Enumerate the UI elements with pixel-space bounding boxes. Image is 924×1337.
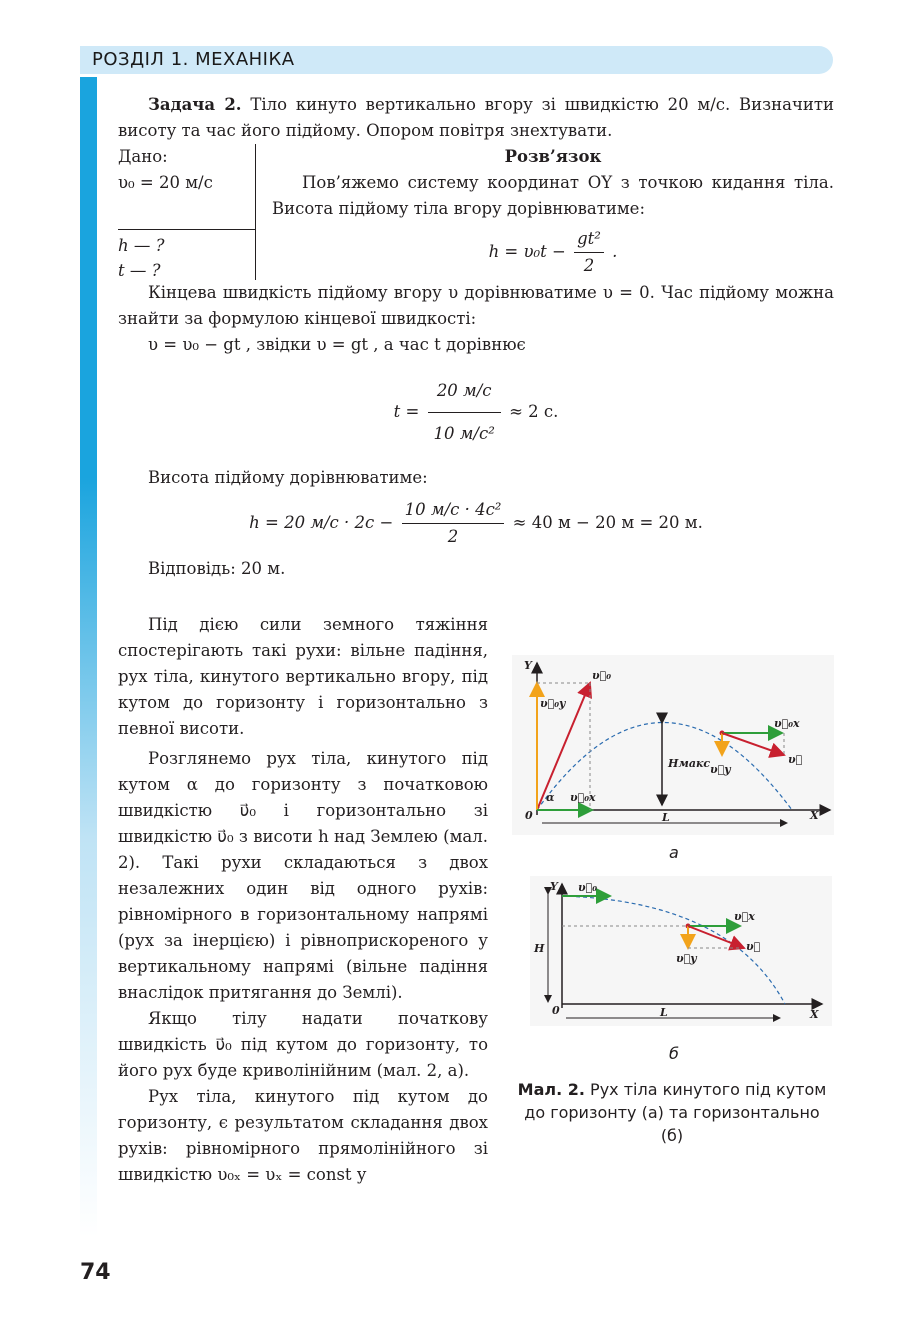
- formula-height-end: .: [612, 242, 618, 261]
- formula-h-fraction: [402, 497, 505, 550]
- formula-h-value: [118, 497, 834, 550]
- sidebar-accent-bar: [80, 77, 97, 1237]
- body-paragraph-4: Рух тіла, кинутого під кутом до горизонту, є результатом складання двох рухів: рівномірного прямолінійного зі швидкістю υ₀ₓ = υₓ = const у: [118, 1087, 488, 1184]
- task-block: [118, 92, 834, 582]
- task-label: Задача 2.: [148, 95, 242, 114]
- formula-h-left: h = 20 м/с · 2с −: [249, 513, 394, 532]
- body-paragraph-3: Якщо тілу надати початкову швидкість υ⃗₀ під кутом до горизонту, то його рух буде криволінійним (мал. 2, а).: [118, 1009, 488, 1080]
- figure-b-sublabel: б: [669, 1044, 679, 1063]
- label-o-b: 0: [552, 1004, 560, 1017]
- label-v-a: υ⃗: [788, 753, 803, 766]
- solution-text: Пов’яжемо систему координат OY з точкою кидання тіла. Висота підйому тіла вгору дорівнюватиме:: [272, 173, 834, 218]
- formula-height-den: 2: [583, 256, 595, 275]
- label-v0y-a: υ⃗₀y: [540, 697, 566, 710]
- formula-height-fraction: [574, 226, 604, 279]
- label-y-a: Y: [524, 659, 532, 672]
- label-l-b: L: [660, 1006, 668, 1019]
- label-h-a: Hмакс: [668, 757, 711, 770]
- label-v0-b: υ⃗₀: [578, 881, 598, 894]
- formula-time-fraction: [428, 370, 501, 455]
- label-l-a: L: [662, 811, 670, 824]
- answer-text: Відповідь: 20 м.: [148, 559, 286, 578]
- label-v-b: υ⃗: [746, 940, 761, 953]
- page-number: 74: [80, 1260, 111, 1285]
- formula-time-num: 20 м/с: [428, 370, 501, 413]
- caption-text: Рух тіла кинутого під кутом до горизонту (а) та горизонтально (б): [524, 1080, 827, 1145]
- figure-a-background: [512, 655, 834, 835]
- final-speed-text: Кінцева швидкість підйому вгору υ дорівнюватиме υ = 0. Час підйому можна знайти за формулою кінцевої швидкості:: [118, 283, 834, 328]
- label-x-a: X: [810, 809, 819, 822]
- caption-label: Мал. 2.: [517, 1080, 585, 1099]
- label-v0x-top-a: υ⃗₀x: [774, 717, 800, 730]
- find-t: t — ?: [118, 261, 161, 280]
- given-divider: [118, 229, 255, 230]
- formula-time: [118, 370, 834, 455]
- label-v0-a: υ⃗₀: [592, 669, 612, 682]
- figure-caption: [512, 1078, 832, 1147]
- solution-title: Розв’язок: [504, 147, 602, 166]
- task-statement: [118, 92, 834, 144]
- given-value: υ₀ = 20 м/с: [118, 173, 213, 192]
- formula-h-result: ≈ 40 м − 20 м = 20 м.: [512, 513, 703, 532]
- figure-b: [530, 876, 832, 1026]
- label-v0x-a: υ⃗₀x: [570, 791, 596, 804]
- figure-a-sublabel: а: [669, 843, 679, 862]
- formula-height-num: gt²: [574, 226, 604, 253]
- chapter-title: РОЗДІЛ 1. МЕХАНІКА: [92, 49, 295, 70]
- formula-time-den: 10 м/с²: [433, 424, 495, 443]
- formula-height: [272, 226, 834, 279]
- find-h: h — ?: [118, 236, 165, 255]
- label-h-b: H: [534, 942, 545, 955]
- chapter-header: [80, 46, 833, 74]
- formula-time-left: t =: [393, 402, 420, 421]
- label-alpha-a: α: [546, 791, 555, 804]
- label-x-b: X: [810, 1008, 819, 1021]
- figure-a: [512, 655, 834, 835]
- body-column: [118, 612, 488, 1188]
- solution-block: [256, 144, 834, 280]
- task-text: Тіло кинуто вертикально вгору зі швидкістю 20 м/с. Визначити висоту та час його підйому. Опором повітря знехтувати.: [118, 95, 834, 140]
- formula-height-left: h = υ₀t −: [488, 242, 566, 261]
- speed-formula-line: υ = υ₀ − gt , звідки υ = gt , а час t дорівнює: [148, 335, 526, 354]
- formula-time-result: ≈ 2 с.: [509, 402, 559, 421]
- given-solution-row: [118, 144, 834, 280]
- body-paragraph-2: Розглянемо рух тіла, кинутого під кутом α до горизонту з початковою швидкістю υ⃗₀ і горизонтально зі швидкістю υ⃗₀ з висоти h над Землею (мал. 2). Такі рухи складаються з двох незалежних один від одного рухів: рівномірного в горизонтальному напрямі (рух за інерцією) і рівноприскореного у вертикальному напрямі (вільне падіння внаслідок притягання до Землі).: [118, 749, 488, 1002]
- height-text: Висота підйому дорівнюватиме:: [148, 468, 428, 487]
- label-vy-a: υ⃗y: [710, 763, 731, 776]
- label-vy-b: υ⃗y: [676, 952, 697, 965]
- label-vx-b: υ⃗x: [734, 910, 755, 923]
- body-paragraph-1: Під дією сили земного тяжіння спостерігають такі рухи: вільне падіння, рух тіла, кинутого вертикально вгору, під кутом до горизонту і горизонтально з певної висоти.: [118, 615, 488, 738]
- given-title: Дано:: [118, 147, 168, 166]
- formula-h-num: 10 м/с · 4с²: [402, 497, 505, 524]
- formula-h-den: 2: [447, 527, 459, 546]
- label-y-b: Y: [550, 880, 558, 893]
- given-block: [118, 144, 256, 280]
- label-o-a: 0: [525, 809, 533, 822]
